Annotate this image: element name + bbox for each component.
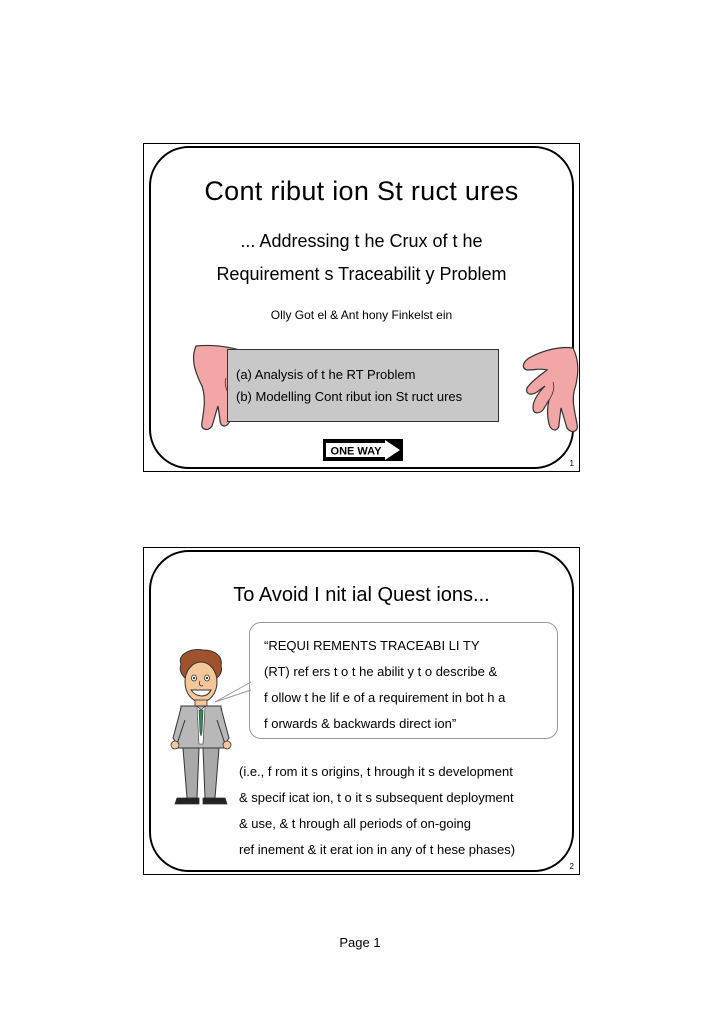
slide-1-subtitle-line-2: Requirement s Traceabilit y Problem	[216, 264, 507, 284]
quote-line-1: “REQUI REMENTS TRACEABI LI TY	[264, 638, 480, 653]
cartoon-man-icon	[169, 648, 233, 808]
slide-1	[143, 143, 580, 472]
para-line-2: & specif icat ion, t o it s subsequent deployment	[239, 790, 514, 805]
slide-1-rounded-box	[149, 146, 574, 469]
slide-1-authors: Olly Got el & Ant hony Finkelst ein	[270, 308, 453, 322]
quote-line-4: f orwards & backwards direct ion”	[264, 716, 457, 731]
quote-line-2: (RT) ref ers t o t he abilit y t o describe &	[264, 664, 498, 679]
para-line-1: (i.e., f rom it s origins, t hrough it s development	[239, 764, 513, 779]
slide-2-title: To Avoid I nit ial Quest ions...	[233, 584, 490, 606]
slide-2	[143, 547, 580, 875]
outline-item-b: (b) Modelling Cont ribut ion St ruct ures	[236, 389, 463, 404]
slide-2-rounded-box	[149, 550, 574, 872]
outline-item-a: (a) Analysis of t he RT Problem	[236, 367, 416, 382]
slide-2-number: 2	[569, 862, 574, 871]
right-hand-icon	[509, 344, 581, 436]
page-footer: Page 1	[339, 935, 381, 950]
explanation-paragraph	[239, 759, 515, 863]
speech-bubble	[249, 622, 558, 739]
quote-line-3: f ollow t he lif e of a requirement in bot h a	[264, 690, 506, 705]
outline-panel	[227, 349, 499, 422]
para-line-3: & use, & t hrough all periods of on-going	[239, 816, 471, 831]
slide-1-number: 1	[569, 459, 574, 468]
slide-1-subtitle-line-1: ... Addressing t he Crux of t he	[240, 231, 483, 251]
one-way-sign-icon	[323, 439, 403, 461]
slide-1-title: Cont ribut ion St ruct ures	[204, 176, 519, 206]
para-line-4: ref inement & it erat ion in any of t hese phases)	[239, 842, 516, 857]
one-way-sign-text: ONE WAY	[330, 445, 382, 458]
